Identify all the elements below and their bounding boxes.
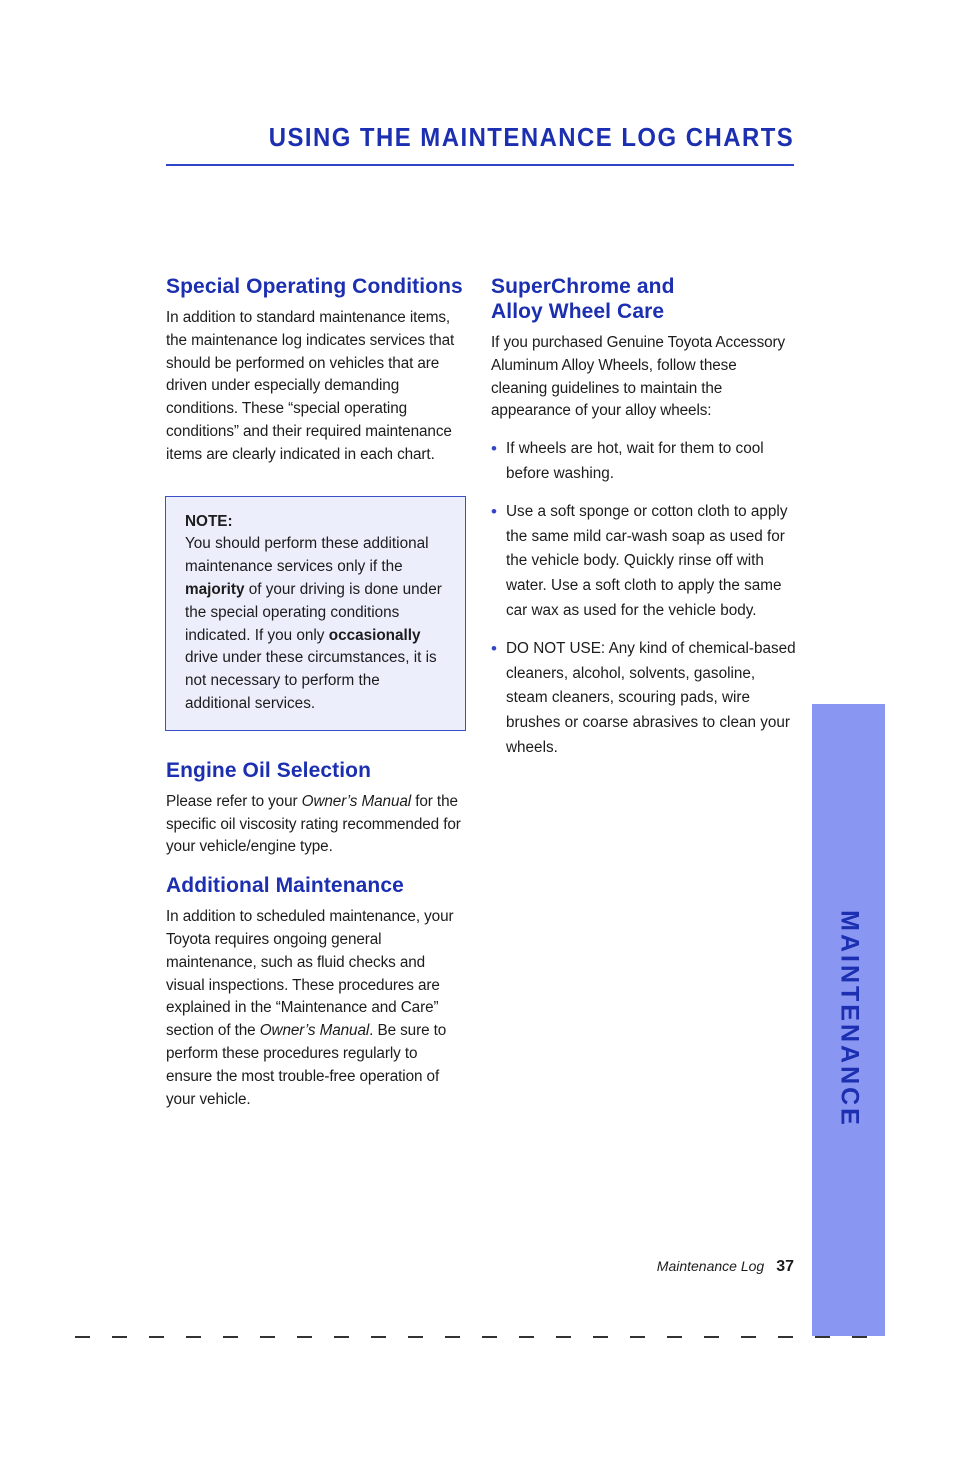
owners-manual-ref: Owner’s Manual — [259, 1022, 370, 1040]
note-box — [165, 496, 466, 731]
special-conditions-body: In addition to standard maintenance items, the maintenance log indicates services that should be performed on vehicles that are driven under especially demanding conditions. These “special operating conditions” and their required maintenance items are clearly indicated in each chart. — [166, 309, 455, 463]
wheel-care-list — [491, 437, 796, 761]
title-divider — [166, 164, 794, 166]
wheel-care-intro: If you purchased Genuine Toyota Accessory Aluminum Alloy Wheels, follow these cleaning guidelines to maintain the appearance of your alloy wheels: — [491, 334, 786, 420]
additional-maintenance-body — [166, 906, 466, 1111]
engine-oil-body — [166, 791, 466, 859]
page-number: 37 — [776, 1258, 794, 1275]
note-bold-occasionally: occasionally — [328, 626, 421, 644]
note-text — [185, 533, 445, 715]
additional-maintenance-section — [166, 873, 466, 1111]
right-column — [491, 274, 796, 774]
note-text-part: drive under these circumstances, it is not necessary to perform the additional services. — [185, 649, 437, 712]
note-text-part: of your driving is done under the special operating conditions indicated. If you only — [185, 580, 442, 644]
left-column — [166, 274, 466, 1111]
section-tab-label: MAINTENANCE — [835, 910, 863, 1128]
additional-text: In addition to scheduled maintenance, your Toyota requires ongoing general maintenance, such as fluid checks and visual inspections. These procedures are explained in the “Maintenance and Care” section of the — [166, 908, 454, 1040]
additional-text: . Be sure to perform these procedures regularly to ensure the most trouble-free operation of your vehicle. — [166, 1022, 447, 1108]
dashed-trim-line — [75, 1336, 870, 1338]
list-item: • Use a soft sponge or cotton cloth to apply the same mild car-wash soap as used for the vehicle body. Quickly rinse off with water. Use a soft cloth to apply the same car wax as used for the vehicle body. — [491, 500, 796, 624]
engine-oil-heading: Engine Oil Selection — [166, 758, 372, 782]
page-footer — [657, 1258, 794, 1276]
footer-label: Maintenance Log — [656, 1258, 765, 1274]
wheel-care-heading-line-1: SuperChrome and — [491, 275, 675, 298]
note-text-part: You should perform these additional maintenance services only if the — [185, 535, 429, 576]
note-label: NOTE: — [185, 512, 233, 530]
list-item: • If wheels are hot, wait for them to cool before washing. — [491, 437, 796, 487]
wheel-care-section — [491, 274, 796, 761]
list-item: • DO NOT USE: Any kind of chemical-based cleaners, alcohol, solvents, gasoline, steam cleaners, scouring pads, wire brushes or coarse abrasives to clean your wheels. — [491, 637, 796, 761]
special-conditions-heading: Special Operating Conditions — [166, 275, 463, 298]
additional-maintenance-heading: Additional Maintenance — [166, 874, 404, 898]
wheel-care-heading — [491, 274, 796, 324]
engine-oil-section — [166, 758, 466, 859]
note-bold-majority: majority — [185, 580, 245, 598]
engine-oil-text: Please refer to your — [166, 792, 298, 810]
owners-manual-ref: Owner’s Manual — [301, 792, 412, 810]
engine-oil-text: for the specific oil viscosity rating recommended for your vehicle/engine type. — [166, 792, 461, 856]
page-title: USING THE MAINTENANCE LOG CHARTS — [268, 122, 794, 152]
wheel-care-heading-line-2: Alloy Wheel Care — [491, 300, 665, 323]
special-operating-conditions-section — [166, 274, 466, 467]
